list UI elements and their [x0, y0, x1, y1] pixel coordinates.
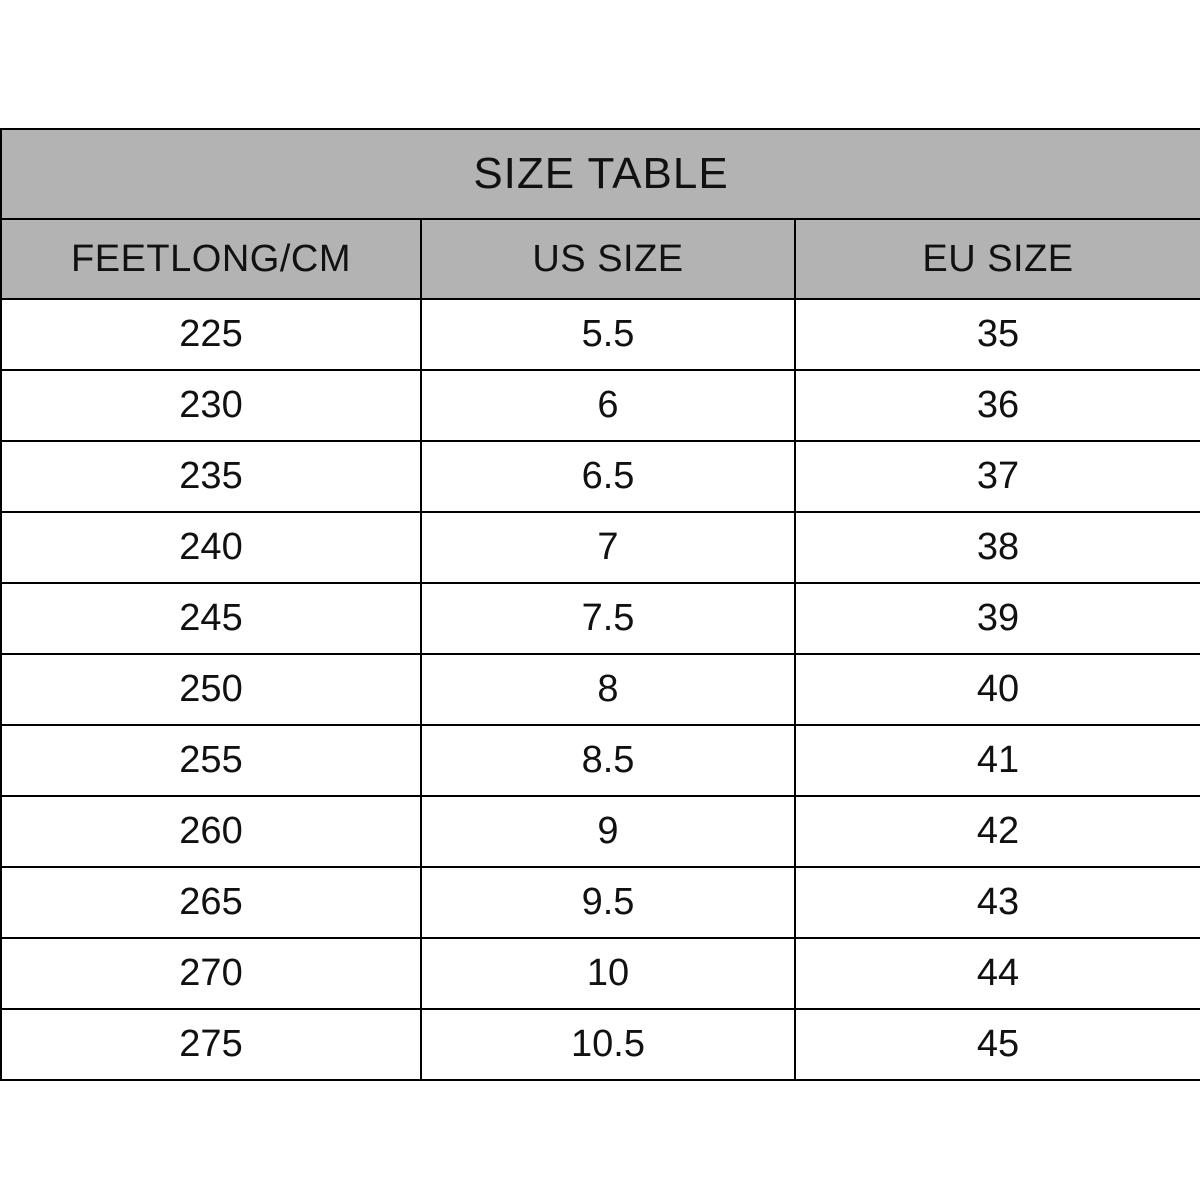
cell-feetlong: 235 — [1, 441, 421, 512]
table-row — [1, 796, 1200, 867]
cell-us-size: 7 — [421, 512, 795, 583]
cell-us-size: 10.5 — [421, 1009, 795, 1080]
table-row — [1, 1009, 1200, 1080]
cell-eu-size: 41 — [795, 725, 1200, 796]
cell-us-size: 8 — [421, 654, 795, 725]
cell-feetlong: 260 — [1, 796, 421, 867]
table-row — [1, 867, 1200, 938]
cell-eu-size: 44 — [795, 938, 1200, 1009]
cell-eu-size: 40 — [795, 654, 1200, 725]
cell-us-size: 7.5 — [421, 583, 795, 654]
size-table — [0, 128, 1200, 1081]
cell-us-size: 10 — [421, 938, 795, 1009]
table-row — [1, 654, 1200, 725]
cell-feetlong: 245 — [1, 583, 421, 654]
size-table-container — [0, 128, 1200, 1081]
cell-feetlong: 250 — [1, 654, 421, 725]
table-row — [1, 512, 1200, 583]
table-row — [1, 583, 1200, 654]
table-row — [1, 370, 1200, 441]
cell-us-size: 8.5 — [421, 725, 795, 796]
cell-feetlong: 265 — [1, 867, 421, 938]
cell-us-size: 9.5 — [421, 867, 795, 938]
cell-feetlong: 230 — [1, 370, 421, 441]
cell-eu-size: 43 — [795, 867, 1200, 938]
table-title-row — [1, 129, 1200, 219]
cell-us-size: 9 — [421, 796, 795, 867]
cell-eu-size: 42 — [795, 796, 1200, 867]
cell-feetlong: 225 — [1, 299, 421, 370]
cell-us-size: 5.5 — [421, 299, 795, 370]
table-title: SIZE TABLE — [1, 129, 1200, 219]
table-row — [1, 299, 1200, 370]
cell-eu-size: 39 — [795, 583, 1200, 654]
cell-feetlong: 255 — [1, 725, 421, 796]
table-row — [1, 725, 1200, 796]
cell-us-size: 6 — [421, 370, 795, 441]
cell-eu-size: 38 — [795, 512, 1200, 583]
cell-us-size: 6.5 — [421, 441, 795, 512]
cell-eu-size: 45 — [795, 1009, 1200, 1080]
cell-feetlong: 275 — [1, 1009, 421, 1080]
table-header-row — [1, 219, 1200, 299]
column-header-us-size: US SIZE — [421, 219, 795, 299]
cell-feetlong: 270 — [1, 938, 421, 1009]
table-row — [1, 441, 1200, 512]
cell-feetlong: 240 — [1, 512, 421, 583]
cell-eu-size: 35 — [795, 299, 1200, 370]
cell-eu-size: 37 — [795, 441, 1200, 512]
cell-eu-size: 36 — [795, 370, 1200, 441]
size-table-body — [1, 129, 1200, 1080]
column-header-feetlong: FEETLONG/CM — [1, 219, 421, 299]
column-header-eu-size: EU SIZE — [795, 219, 1200, 299]
table-row — [1, 938, 1200, 1009]
